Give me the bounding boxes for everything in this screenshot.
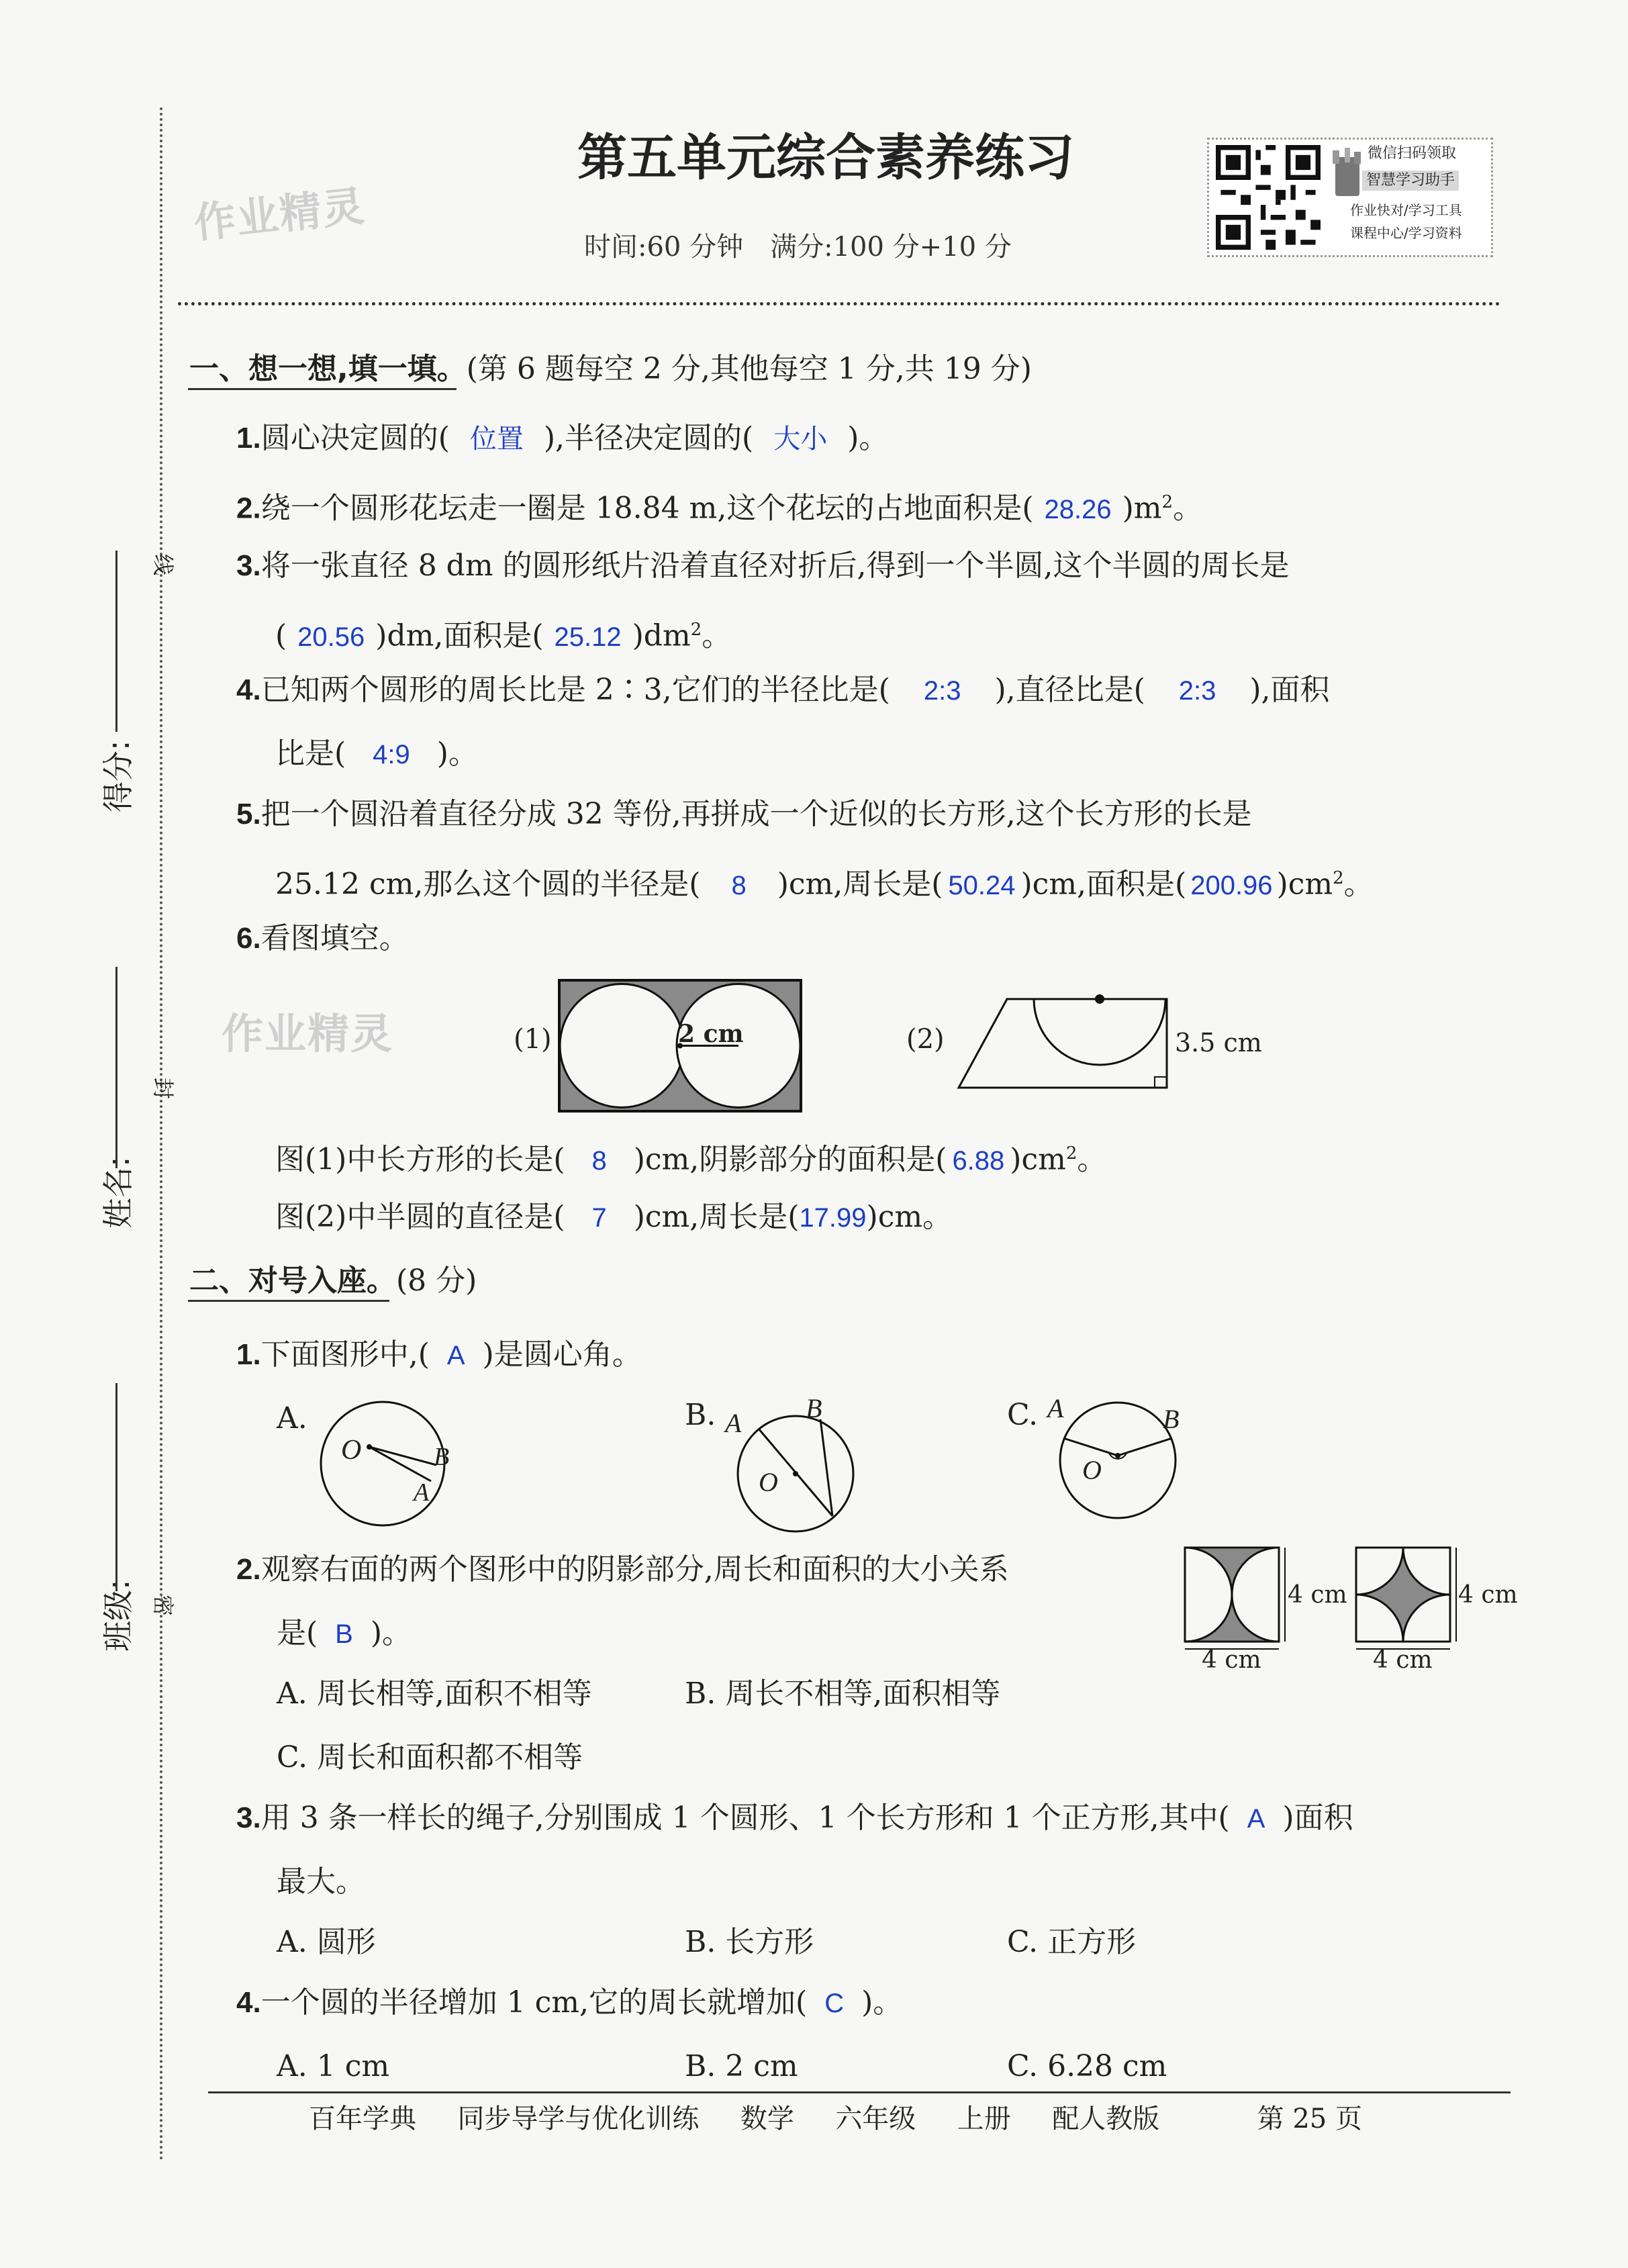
fig2-width-label: 4 cm bbox=[1373, 1646, 1433, 1674]
section-2-note: (8 分) bbox=[396, 1264, 477, 1298]
answer: A bbox=[446, 1341, 465, 1370]
section-1-note: (第 6 题每空 2 分,其他每空 1 分,共 19 分) bbox=[466, 352, 1032, 386]
s1-q5-line2: 25.12 cm,那么这个圆的半径是( 8 )cm,周长是( 50.24 )cm,面积是( 200.96 )$cm^2$。 bbox=[275, 867, 1374, 902]
answer: C bbox=[824, 1989, 845, 2018]
watermark: 作业精灵 bbox=[191, 181, 368, 248]
s2-q1-option-a: A. bbox=[277, 1401, 307, 1435]
name-blank bbox=[115, 967, 117, 1168]
answer: 25.12 bbox=[554, 622, 622, 652]
section-1-title: 一、想一想,填一填。 bbox=[189, 352, 467, 386]
option-b-label-a: A bbox=[725, 1408, 742, 1438]
option-b-circle-figure bbox=[732, 1410, 859, 1538]
answer: 17.99 bbox=[799, 1203, 867, 1233]
footer bbox=[309, 2100, 1362, 2138]
qr-line-2: 智慧学习助手 bbox=[1362, 171, 1459, 191]
name-label: 姓名: bbox=[100, 1156, 136, 1229]
fig1-height-label: 4 cm bbox=[1288, 1581, 1347, 1609]
s2-q2-option-b: B. 周长不相等,面积相等 bbox=[685, 1676, 1001, 1711]
dimension-line bbox=[1455, 1548, 1457, 1642]
s2-q3-line1: 3.用 3 条一样长的绳子,分别围成 1 个圆形、1 个长方形和 1 个正方形,其中( A )面积 bbox=[236, 1801, 1353, 1835]
score-label: 得分: bbox=[100, 740, 136, 812]
shaded-square-figure-1 bbox=[1182, 1544, 1282, 1645]
option-a-label-o: O bbox=[341, 1435, 362, 1466]
page-subtitle: 时间:60 分钟 满分:100 分+10 分 bbox=[584, 232, 1012, 263]
s1-q3-line1: 3.将一张直径 8 dm 的圆形纸片沿着直径对折后,得到一个半圆,这个半圆的周长是 bbox=[236, 549, 1290, 583]
s1-q5-line1: 5.把一个圆沿着直径分成 32 等份,再拼成一个近似的长方形,这个长方形的长是 bbox=[236, 797, 1252, 831]
footer-subject: 数学 bbox=[740, 2104, 794, 2134]
phone-icon bbox=[1330, 146, 1365, 200]
answer: 4:9 bbox=[373, 740, 410, 769]
answer: 大小 bbox=[773, 424, 828, 454]
answer: 50.24 bbox=[948, 870, 1016, 900]
option-c-label-a: A bbox=[1047, 1393, 1064, 1423]
qr-panel[interactable] bbox=[1207, 138, 1493, 257]
option-b-label-b: B bbox=[806, 1393, 822, 1423]
seal-char-seal: 封 bbox=[150, 1078, 176, 1100]
fig1-dimension: 2 cm bbox=[678, 1020, 744, 1048]
qr-line-4: 课程中心/学习资料 bbox=[1350, 225, 1462, 241]
figure-2-trapezoid-semicircle bbox=[953, 994, 1175, 1094]
s2-q3-option-c: C. 正方形 bbox=[1007, 1925, 1137, 1959]
shaded-square-figure-2 bbox=[1353, 1544, 1453, 1645]
option-a-label-b: B bbox=[434, 1443, 450, 1471]
s2-q1: 1.下面图形中,( A )是圆心角。 bbox=[236, 1337, 642, 1372]
watermark: 作业精灵 bbox=[222, 1009, 394, 1058]
section-2-heading bbox=[189, 1262, 477, 1300]
option-c-label-b: B bbox=[1163, 1404, 1180, 1434]
s1-q2: 2.绕一个圆形花坛走一圈是 18.84 m,这个花坛的占地面积是( 28.26 )$m^2$。 bbox=[236, 491, 1203, 526]
dimension-line bbox=[1284, 1548, 1286, 1642]
s1-q6: 6.看图填空。 bbox=[236, 921, 409, 955]
s2-q2-line2: 是( B )。 bbox=[277, 1616, 412, 1650]
footer-series: 同步导学与优化训练 bbox=[457, 2104, 700, 2134]
binding-dotted-line bbox=[160, 107, 162, 2162]
option-a-label-a: A bbox=[414, 1478, 430, 1507]
s2-q3-option-a: A. 圆形 bbox=[277, 1925, 376, 1959]
fig1-label: (1) bbox=[514, 1024, 552, 1055]
s1-q6-answer-line1: 图(1)中长方形的长是( 8 )cm,阴影部分的面积是( 6.88 )$cm^2$。 bbox=[275, 1142, 1107, 1177]
answer: 7 bbox=[591, 1203, 607, 1233]
s2-q2-option-c: C. 周长和面积都不相等 bbox=[277, 1740, 583, 1775]
s2-q1-option-b: B. bbox=[685, 1398, 716, 1432]
s2-q3-line2: 最大。 bbox=[277, 1864, 365, 1899]
s2-q2-option-a: A. 周长相等,面积不相等 bbox=[277, 1676, 592, 1711]
option-b-label-o: O bbox=[759, 1467, 778, 1497]
page-title: 第五单元综合素养练习 bbox=[577, 129, 1074, 187]
s2-q2-line1: 2.观察右面的两个图形中的阴影部分,周长和面积的大小关系 bbox=[236, 1552, 1009, 1587]
s2-q4-option-a: A. 1 cm bbox=[277, 2049, 390, 2083]
s1-q1: 1.圆心决定圆的( 位置 ),半径决定圆的( 大小 )。 bbox=[236, 421, 889, 455]
s1-q3-line2: ( 20.56 )dm,面积是( 25.12 )$dm^2$。 bbox=[275, 618, 732, 653]
footer-volume: 上册 bbox=[957, 2104, 1011, 2134]
fig2-dimension: 3.5 cm bbox=[1175, 1028, 1262, 1057]
s2-q4: 4.一个圆的半径增加 1 cm,它的周长就增加( C )。 bbox=[236, 1985, 903, 2020]
s1-q4-line2: 比是( 4:9 )。 bbox=[275, 737, 478, 771]
page-number: 第 25 页 bbox=[1257, 2104, 1362, 2134]
qr-line-3: 作业快对/学习工具 bbox=[1350, 202, 1462, 218]
answer: 位置 bbox=[469, 424, 524, 454]
option-a-circle-figure bbox=[316, 1397, 450, 1531]
class-label: 班级: bbox=[100, 1579, 136, 1652]
footer-brand: 百年学典 bbox=[309, 2104, 416, 2134]
answer: 20.56 bbox=[297, 622, 365, 652]
answer: 2:3 bbox=[1178, 676, 1216, 706]
s2-q1-option-c: C. bbox=[1007, 1398, 1039, 1432]
seal-char-line: 线 bbox=[150, 554, 176, 576]
section-2-underline bbox=[188, 1300, 389, 1302]
answer: 8 bbox=[591, 1145, 607, 1176]
class-blank bbox=[115, 1383, 117, 1591]
qr-line-1: 微信扫码领取 bbox=[1368, 145, 1457, 162]
fig2-label: (2) bbox=[906, 1024, 945, 1055]
s1-q6-answer-line2: 图(2)中半圆的直径是( 7 )cm,周长是(17.99)cm。 bbox=[275, 1200, 953, 1234]
answer: 2:3 bbox=[923, 676, 961, 706]
answer: 200.96 bbox=[1190, 870, 1273, 900]
s2-q3-option-b: B. 长方形 bbox=[685, 1925, 814, 1959]
score-blank bbox=[115, 551, 117, 732]
header-divider bbox=[178, 302, 1500, 305]
answer: 28.26 bbox=[1044, 494, 1112, 524]
fig1-width-label: 4 cm bbox=[1202, 1646, 1261, 1674]
qr-code-icon[interactable] bbox=[1216, 145, 1321, 250]
s2-q4-option-b: B. 2 cm bbox=[685, 2049, 798, 2083]
footer-grade: 六年级 bbox=[835, 2104, 916, 2134]
answer: 8 bbox=[731, 870, 747, 900]
s2-q4-option-c: C. 6.28 cm bbox=[1007, 2049, 1167, 2083]
footer-rule bbox=[208, 2091, 1511, 2093]
fig2-height-label: 4 cm bbox=[1458, 1581, 1518, 1609]
answer: B bbox=[335, 1619, 353, 1649]
seal-char-secret: 密 bbox=[150, 1595, 176, 1617]
section-1-underline bbox=[188, 388, 457, 390]
section-2-title: 二、对号入座。 bbox=[189, 1264, 396, 1298]
section-1-heading bbox=[189, 350, 1032, 388]
option-c-label-o: O bbox=[1082, 1455, 1102, 1485]
s1-q4-line1: 4.已知两个圆形的周长比是 2∶3,它们的半径比是( 2:3 ),直径比是( 2:3 ),面积 bbox=[236, 673, 1330, 707]
answer: A bbox=[1247, 1804, 1265, 1834]
footer-edition: 配人教版 bbox=[1052, 2104, 1160, 2134]
answer: 6.88 bbox=[952, 1145, 1005, 1176]
